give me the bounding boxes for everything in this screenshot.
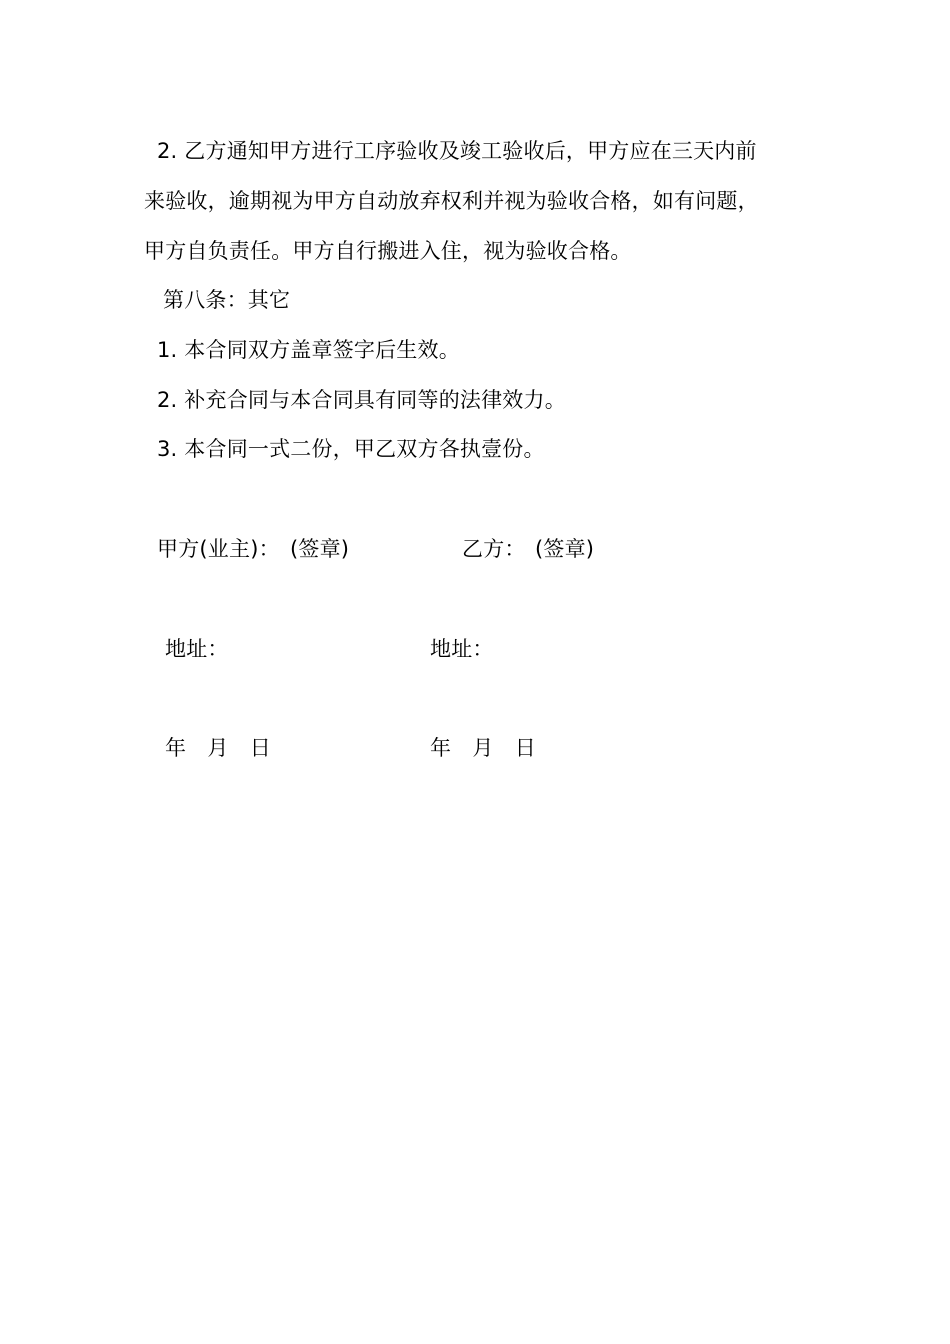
party-b-address-label: 地址：: [430, 637, 494, 661]
clause7-item2-line2: 来验收，逾期视为甲方自动放弃权利并视为验收合格，如有问题，: [144, 189, 759, 213]
clause7-item2-line3: 甲方自负责任。甲方自行搬进入住，视为验收合格。: [144, 239, 632, 263]
party-a-address-label: 地址：: [165, 637, 229, 661]
clause8-item-2: 2. 补充合同与本合同具有同等的法律效力。: [157, 388, 566, 412]
party-a-seal: (签章): [290, 537, 350, 561]
party-b-seal: (签章): [535, 537, 595, 561]
party-a-date: 年 月 日: [165, 736, 271, 760]
party-b-label: 乙方：: [462, 537, 526, 561]
clause8-item-3: 3. 本合同一式二份，甲乙双方各执壹份。: [157, 437, 545, 461]
party-a-label: 甲方(业主)：: [157, 537, 280, 561]
clause7-item2-line1: 2. 乙方通知甲方进行工序验收及竣工验收后，甲方应在三天内前: [157, 139, 757, 163]
clause8-heading: 第八条：其它: [163, 288, 291, 312]
party-b-date: 年 月 日: [430, 736, 536, 760]
clause8-item-1: 1. 本合同双方盖章签字后生效。: [157, 338, 460, 362]
